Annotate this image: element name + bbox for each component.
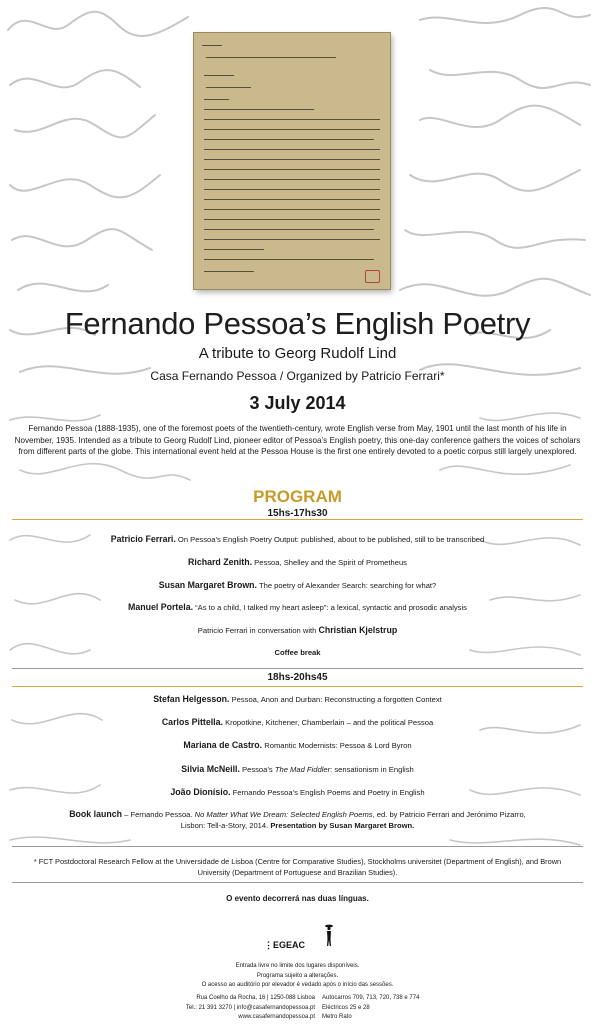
program-item: Silvia McNeill. Pessoa’s The Mad Fiddler: sensationism in English	[181, 764, 414, 774]
pessoa-figure-icon	[323, 923, 335, 947]
program-item: Susan Margaret Brown. The poetry of Alexander Search: searching for what?	[158, 580, 437, 590]
session-time: 15hs-17hs30	[267, 508, 328, 519]
languages-note: O evento decorrerá nas duas línguas.	[226, 894, 369, 903]
program-item: Coffee break	[274, 648, 321, 657]
stamp-icon	[365, 270, 380, 283]
program-item: Richard Zenith. Pessoa, Shelley and the Spirit of Prometheus	[188, 557, 407, 567]
divider	[12, 882, 583, 883]
divider	[12, 846, 583, 847]
event-subtitle: A tribute to Georg Rudolf Lind	[198, 345, 397, 362]
logo-mark-icon: ⋮	[264, 940, 273, 950]
program-item: Patricio Ferrari in conversation with Christian Kjelstrup	[197, 625, 398, 635]
event-date: 3 July 2014	[249, 393, 346, 413]
program-item: João Dionísio. Fernando Pessoa’s English Poems and Poetry in English	[170, 787, 425, 797]
program-item: Patricio Ferrari. On Pessoa’s English Poetry Output: published, about to be published, still to be transcribed	[110, 534, 485, 544]
book-launch: Book launch – Fernando Pessoa. No Matter What We Dream: Selected English Poems, ed. by Patricio Ferrari and Jerónimo Pizarro, Lisbon: Tell-a-Story, 2014. Presentation by Susan Margaret Brown.	[69, 809, 526, 830]
visitor-notice: Entrada livre no limite dos lugares disponíveis. Programa sujeito a alterações. O acesso ao auditório por elevador é vedado após o início das sessões.	[201, 963, 394, 988]
program-item: Carlos Pittella. Kropotkine, Kitchener, Chamberlain – and the political Pessoa	[161, 717, 434, 727]
contact-address: Rua Coelho da Rocha, 16 | 1250-088 Lisboa Tel.: 21 391 3270 | info@casafernandopessoa.pt www.casafernandopessoa.pt	[185, 995, 315, 1020]
divider	[12, 686, 583, 687]
footnote: * FCT Postdoctoral Research Fellow at the Universidade de Lisboa (Centre for Comparative Studies), Stockholms universitet (Department of English), and Brown University (Department of Portuguese and Brazilian Studies).	[33, 857, 562, 877]
manuscript-image	[194, 33, 390, 289]
program-heading: PROGRAM	[253, 487, 342, 506]
egeac-logo: ⋮EGEAC	[264, 940, 306, 950]
session-time: 18hs-20hs45	[267, 672, 328, 683]
event-title: Fernando Pessoa’s English Poetry	[64, 306, 531, 341]
program-item: Mariana de Castro. Romantic Modernists: Pessoa & Lord Byron	[183, 740, 412, 750]
program-item: Manuel Portela. “As to a child, I talked my heart asleep”: a lexical, syntactic and prosodic analysis	[128, 602, 467, 612]
transport-info: Autocarros 709, 713, 720, 738 e 774 Eléctricos 25 e 28 Metro Rato	[322, 995, 420, 1020]
event-organizer: Casa Fernando Pessoa / Organized by Patricio Ferrari*	[150, 369, 445, 383]
event-intro: Fernando Pessoa (1888-1935), one of the foremost poets of the twentieth-century, wrote English verse from May, 1901 until the last month of his life in November, 1935. Intended as a tribute to Georg Rudolf Lind, pioneer editor of Pessoa’s English poetry, this one-day conference gathers the voices of scholars from different parts of the globe. This international event held at the Pessoa House is the first one entirely devoted to a poetic corpus still largely unexplored.	[14, 424, 581, 457]
program-item: Stefan Helgesson. Pessoa, Anon and Durban: Reconstructing a forgotten Context	[153, 694, 442, 704]
divider	[12, 519, 583, 520]
divider	[12, 668, 583, 669]
